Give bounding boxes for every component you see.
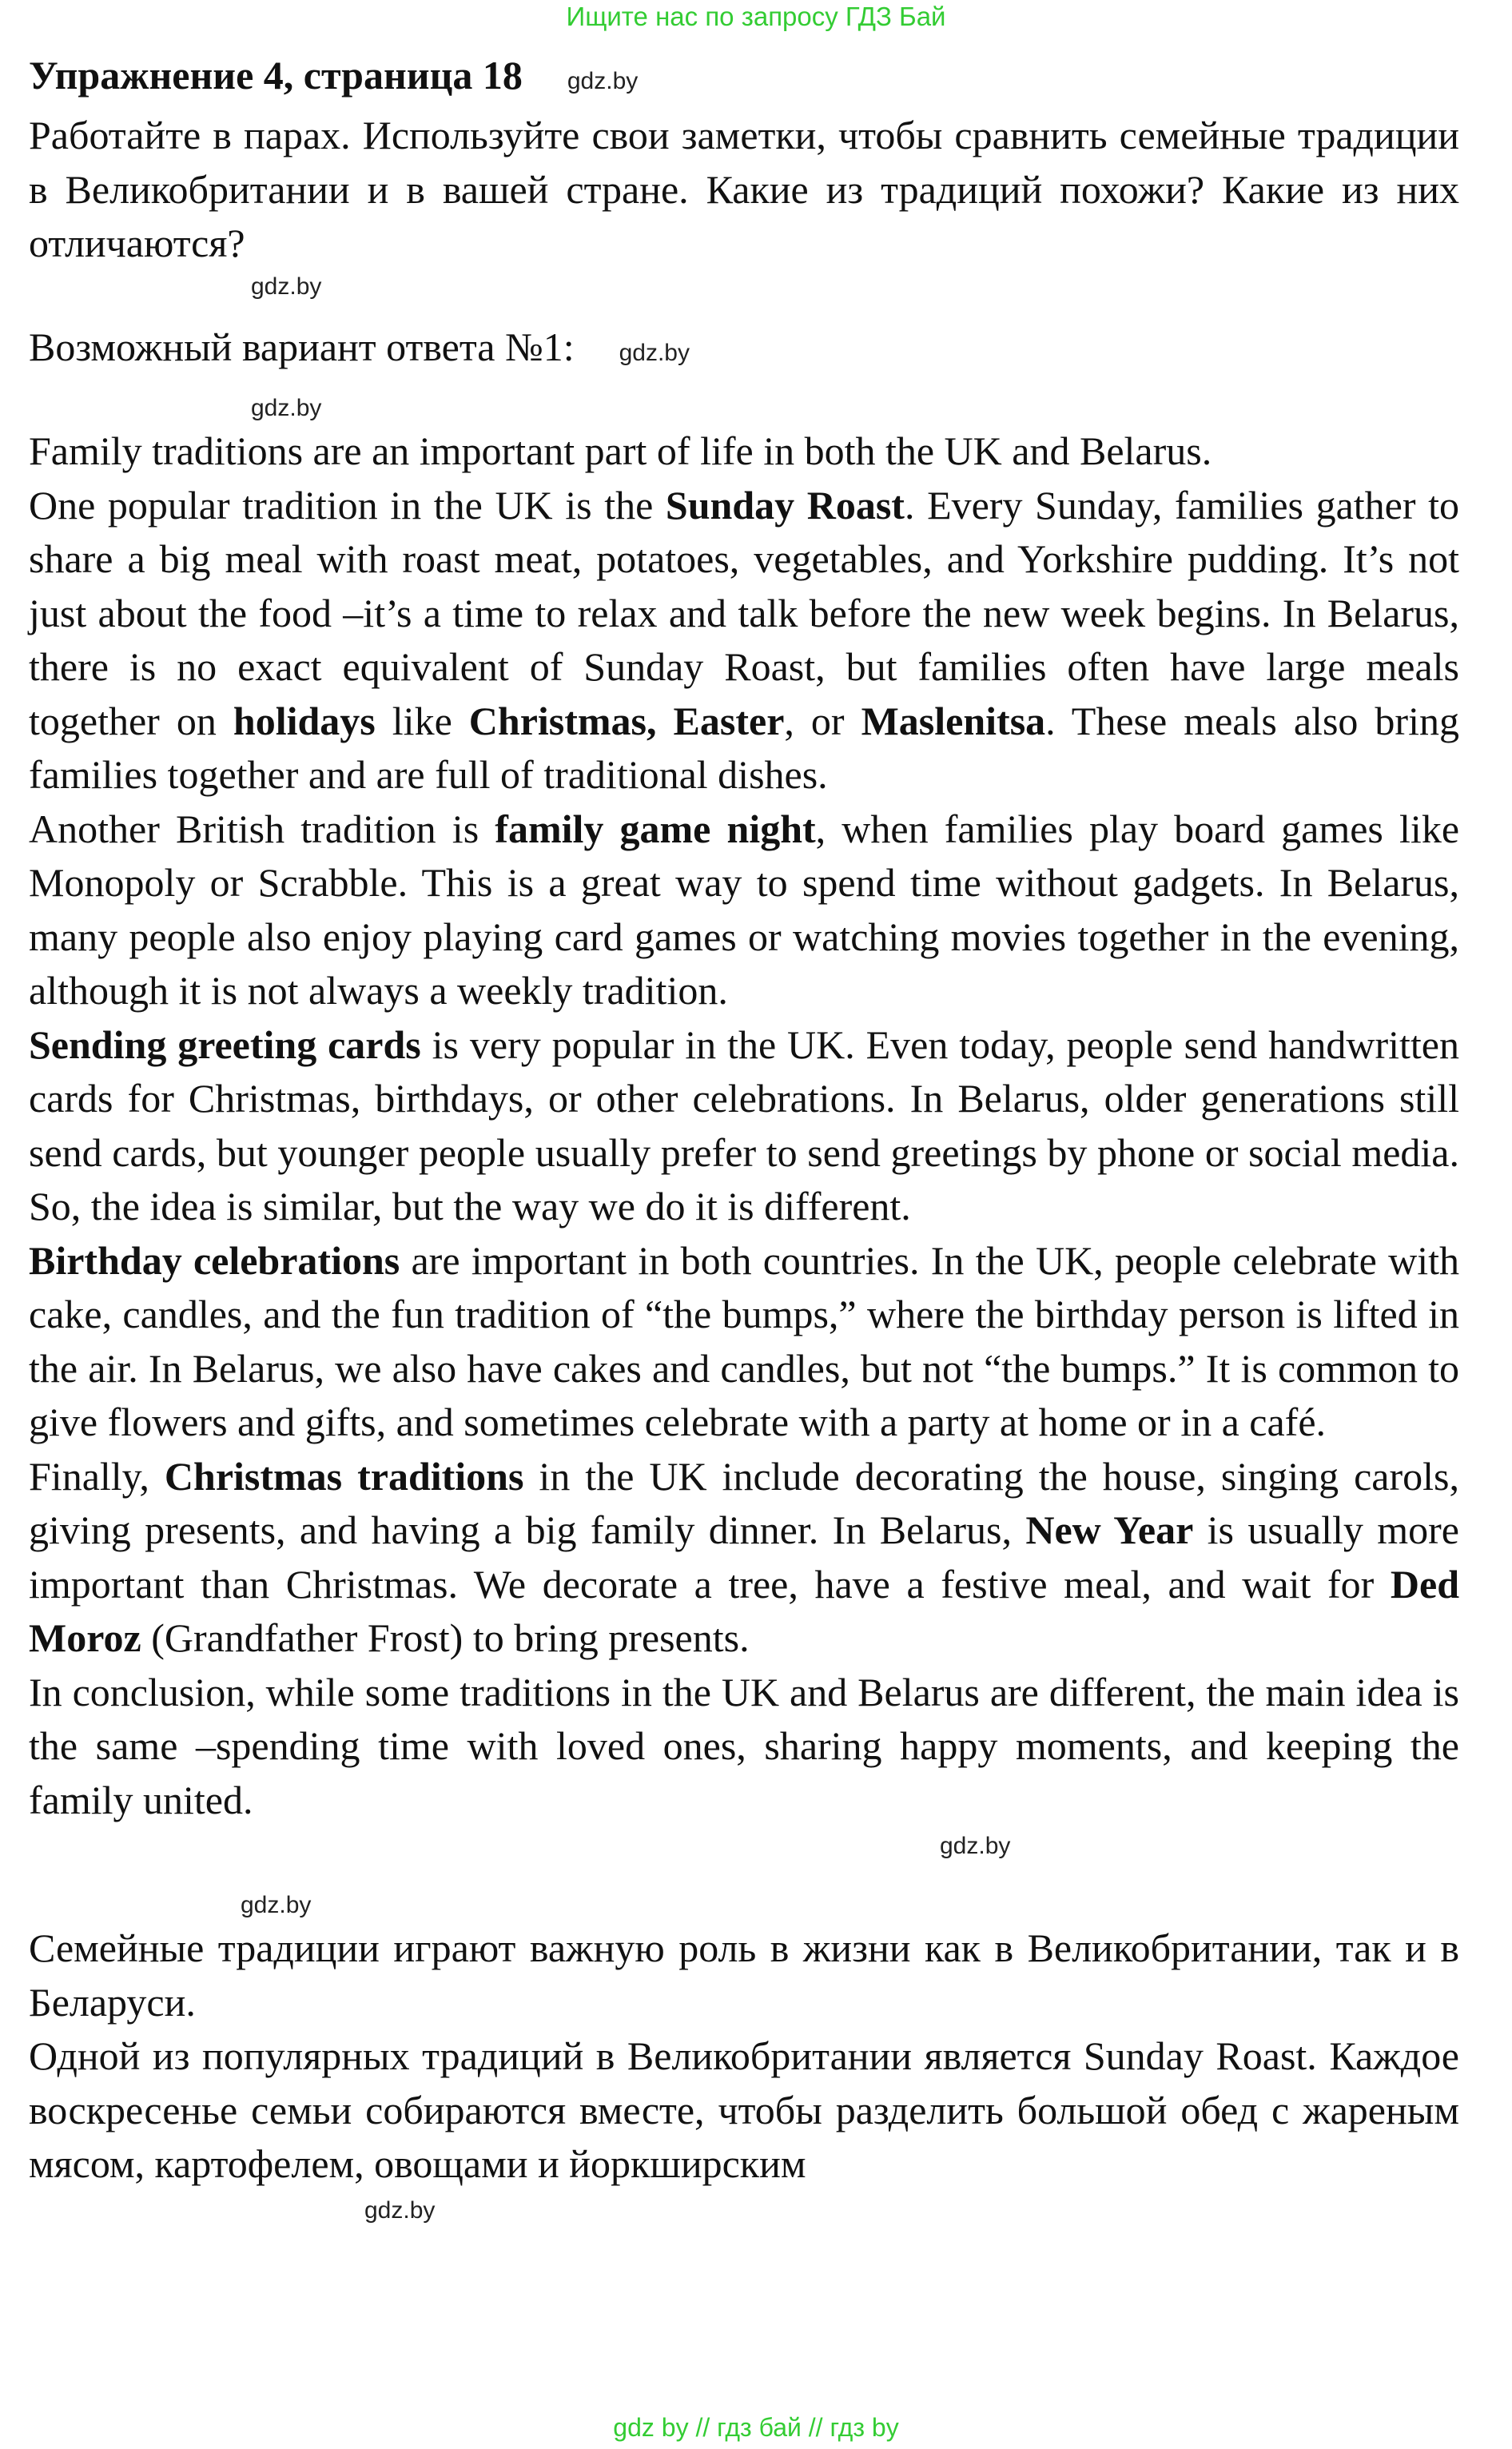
bold-term: Sending greeting cards (29, 1021, 421, 1067)
bold-term: Birthday celebrations (29, 1237, 400, 1283)
answer-paragraph (29, 479, 1459, 802)
translation-paragraph: Семейные традиции играют важную роль в жизни как в Великобритании, так и в Беларуси. (29, 1925, 1459, 2025)
bold-term: Maslenitsa (861, 698, 1046, 743)
answer-russian (29, 1921, 1459, 2192)
bold-term: Sunday Roast (665, 482, 905, 528)
paragraph-text: Family traditions are an important part of life in both the UK and Belarus. (29, 428, 1212, 473)
watermark: gdz.by (364, 2196, 436, 2224)
translation-paragraph: Одной из популярных традиций в Великобритании является Sunday Roast. Каждое воскресенье семьи собираются вместе, чтобы разделить большой обед с жареным мясом, картофелем, овощами и йоркширским (29, 2033, 1459, 2186)
bold-term: holidays (233, 698, 376, 743)
watermark: gdz.by (251, 273, 322, 300)
variant-label (29, 321, 1459, 380)
task-text: Работайте в парах. Используйте свои заметки, чтобы сравнить семейные традиции в Великобритании и в вашей стране. Какие из традиций похожи? Какие из них отличаются? (29, 113, 1459, 265)
paragraph-text: In conclusion, while some traditions in the UK and Belarus are different, the main idea is the same –spending time with loved ones, sharing happy moments, and keeping the family united. (29, 1669, 1459, 1822)
answer-paragraph (29, 1018, 1459, 1234)
heading-text: Упражнение 4, страница 18 (29, 53, 523, 98)
watermark-line (29, 1830, 1459, 1862)
answer-paragraph (29, 1234, 1459, 1450)
watermark-line (29, 392, 1459, 424)
bold-term: family game night (495, 806, 816, 851)
bold-term: New Year (1025, 1507, 1194, 1552)
document-page (29, 48, 1459, 2227)
paragraph-text: is usually more important than Christmas. We decorate a tree, have a festive meal, and wait for (29, 1507, 1459, 1607)
watermark-line (29, 2195, 1459, 2227)
watermark-line (29, 271, 1459, 303)
paragraph-text: (Grandfather Frost) to bring presents. (141, 1615, 750, 1660)
watermark: gdz.by (241, 1892, 312, 1918)
bold-term: Christmas, Easter (468, 698, 785, 743)
answer-paragraph (29, 1450, 1459, 1666)
answer-english (29, 424, 1459, 1827)
top-banner[interactable]: Ищите нас по запросу ГДЗ Бай (566, 2, 946, 31)
variant-label-text: Возможный вариант ответа №1: (29, 324, 575, 369)
watermark-line (29, 1890, 1459, 1921)
answer-paragraph (29, 424, 1459, 479)
bold-term: Ded Moroz (29, 1561, 1459, 1660)
bold-term: Christmas traditions (164, 1453, 524, 1499)
paragraph-text: , or (784, 698, 861, 743)
paragraph-text: Finally, (29, 1453, 165, 1499)
paragraph-text: One popular tradition in the UK is the (29, 482, 666, 528)
paragraph-text: is very popular in the UK. Even today, people send handwritten cards for Christmas, birthdays, or other celebrations. In Belarus, older generations still send cards, but younger people usually prefer to send greetings by phone or social media. So, the idea is similar, but the way we do it is different. (29, 1021, 1460, 1228)
paragraph-text: Another British tradition is (29, 806, 495, 851)
paragraph-text: like (375, 698, 469, 743)
paragraph-text: are important in both countries. In the UK, people celebrate with cake, candles, and the fun tradition of “the bumps,” where the birthday person is lifted in the air. In Belarus, we also have cakes and candles, but not “the bumps.” It is common to give flowers and gifts, and sometimes celebrate with a party at home or in a café. (29, 1237, 1459, 1444)
answer-paragraph (29, 1666, 1459, 1828)
paragraph-text: in the UK include decorating the house, singing carols, giving presents, and having a big family dinner. In Belarus, (29, 1453, 1459, 1552)
watermark: gdz.by (567, 68, 639, 94)
exercise-heading (29, 48, 1459, 109)
paragraph-text: . Every Sunday, families gather to share a big meal with roast meat, potatoes, vegetables, and Yorkshire pudding. It’s not just about the food –it’s a time to relax and talk before the new week begins. In Belarus, there is no exact equivalent of Sunday Roast, but families often have large meals together on (29, 482, 1460, 743)
watermark: gdz.by (940, 1833, 1011, 1859)
bottom-banner[interactable]: gdz by // гдз бай // гдз by (613, 2413, 899, 2442)
paragraph-text: , when families play board games like Monopoly or Scrabble. This is a great way to spend time without gadgets. In Belarus, many people also enjoy playing card games or watching movies together in the evening, although it is not always a weekly tradition. (29, 806, 1460, 1013)
watermark: gdz.by (251, 395, 322, 421)
answer-paragraph (29, 802, 1459, 1018)
watermark: gdz.by (619, 339, 690, 366)
paragraph-text: . These meals also bring families together and are full of traditional dishes. (29, 698, 1459, 797)
